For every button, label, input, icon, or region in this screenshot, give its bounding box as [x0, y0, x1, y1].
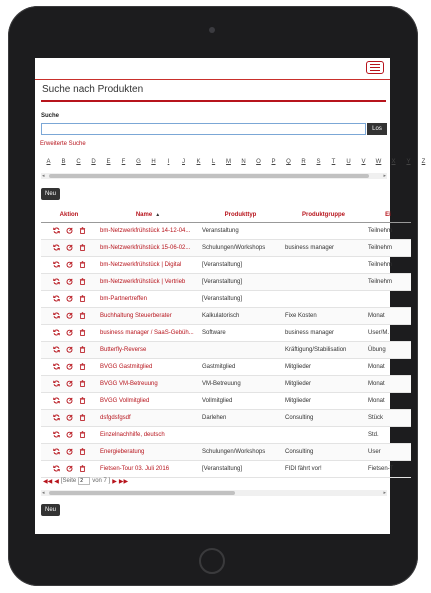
edit-icon[interactable] — [66, 346, 73, 353]
cell-name[interactable]: bm-Netzwerkfrühstück | Vertrieb — [97, 274, 199, 291]
trash-icon[interactable] — [79, 397, 86, 404]
search-go-button[interactable]: Los — [367, 123, 387, 135]
cell-unit: Monat — [365, 376, 411, 393]
scroll-left-icon[interactable]: ◂ — [42, 173, 45, 179]
cell-name[interactable]: bm-Partnertreffen — [97, 291, 199, 308]
row-actions — [41, 410, 97, 427]
trash-icon[interactable] — [79, 261, 86, 268]
alphabet-letter-d[interactable]: D — [91, 159, 96, 165]
alphabet-filter — [41, 159, 426, 168]
alphabet-letter-s[interactable]: S — [316, 159, 321, 165]
alphabet-letter-b[interactable]: B — [61, 159, 66, 165]
cell-group: business manager — [282, 325, 365, 342]
alphabet-letter-o[interactable]: O — [256, 159, 261, 165]
pager-suffix: von 7 ] — [92, 478, 111, 484]
edit-icon[interactable] — [66, 295, 73, 302]
new-button-bottom[interactable]: Neu — [41, 504, 60, 516]
table-row — [41, 223, 411, 240]
row-actions — [41, 444, 97, 461]
alphabet-letter-j[interactable]: J — [182, 159, 185, 165]
cell-unit: Std. — [365, 427, 411, 444]
cell-name[interactable]: bm-Netzwerkfrühstück | Digital — [97, 257, 199, 274]
refresh-icon[interactable] — [53, 244, 60, 251]
refresh-icon[interactable] — [53, 346, 60, 353]
edit-icon[interactable] — [66, 380, 73, 387]
refresh-icon[interactable] — [53, 295, 60, 302]
alphabet-letter-q[interactable]: Q — [286, 159, 291, 165]
cell-type: [Veranstaltung] — [199, 257, 282, 274]
sort-asc-icon: ▲ — [155, 211, 161, 218]
cell-type: Schulungen/Workshops — [199, 240, 282, 257]
refresh-icon[interactable] — [53, 465, 60, 472]
edit-icon[interactable] — [66, 448, 73, 455]
alphabet-letter-i[interactable]: I — [167, 159, 170, 165]
hamburger-menu-icon[interactable] — [366, 61, 384, 74]
cell-unit: User/M. — [365, 325, 411, 342]
edit-icon[interactable] — [66, 312, 73, 319]
cell-type: Kalkulatorisch — [199, 308, 282, 325]
alphabet-letter-u[interactable]: U — [346, 159, 351, 165]
edit-icon[interactable] — [66, 244, 73, 251]
refresh-icon[interactable] — [53, 312, 60, 319]
home-button[interactable] — [199, 548, 225, 574]
cell-group: Consulting — [282, 444, 365, 461]
scrollbar-thumb[interactable] — [49, 491, 235, 495]
cell-name[interactable]: business manager / SaaS-Gebüh... — [97, 325, 199, 342]
cell-group: Kräftigung/Stabilisation — [282, 342, 365, 359]
alphabet-letter-h[interactable]: H — [151, 159, 156, 165]
table-row — [41, 359, 411, 376]
cell-name[interactable]: Buchhaltung Steuerberater — [97, 308, 199, 325]
cell-name[interactable]: BVGG Gastmitglied — [97, 359, 199, 376]
products-table-wrap — [41, 207, 394, 472]
alphabet-letter-a[interactable]: A — [46, 159, 51, 165]
refresh-icon[interactable] — [53, 431, 60, 438]
products-table — [41, 207, 411, 478]
cell-unit: Teilnehm — [365, 240, 411, 257]
cell-group: FIDI fährt vor! — [282, 461, 365, 478]
row-actions — [41, 342, 97, 359]
alphabet-letter-v[interactable]: V — [361, 159, 366, 165]
cell-group — [282, 274, 365, 291]
cell-group: business manager — [282, 240, 365, 257]
trash-icon[interactable] — [79, 448, 86, 455]
col-header-name[interactable] — [97, 207, 199, 223]
last-page-icon[interactable]: ▶▶ — [118, 478, 129, 485]
cell-unit: User — [365, 444, 411, 461]
alphabet-letter-x[interactable]: X — [391, 159, 396, 165]
row-actions — [41, 461, 97, 478]
edit-icon[interactable] — [66, 465, 73, 472]
first-page-icon[interactable]: ◀◀ — [43, 478, 53, 485]
page-number-input[interactable] — [78, 477, 90, 485]
row-actions — [41, 308, 97, 325]
scroll-right-icon[interactable]: ▸ — [383, 490, 386, 496]
col-header-name-label: Name — [135, 211, 153, 218]
cell-name[interactable]: bm-Netzwerkfrühstück 14-12-04... — [97, 223, 199, 240]
cell-unit: Fietsen-T — [365, 461, 411, 478]
alphabet-letter-n[interactable]: N — [241, 159, 246, 165]
row-actions — [41, 240, 97, 257]
cell-unit: Teilnehm — [365, 274, 411, 291]
alphabet-scrollbar[interactable] — [41, 173, 387, 179]
alphabet-letter-g[interactable]: G — [136, 159, 141, 165]
edit-icon[interactable] — [66, 431, 73, 438]
trash-icon[interactable] — [79, 431, 86, 438]
refresh-icon[interactable] — [53, 363, 60, 370]
prev-page-icon[interactable]: ◀ — [54, 478, 59, 485]
alphabet-letter-r[interactable]: R — [301, 159, 306, 165]
cell-unit: Teilnehm — [365, 257, 411, 274]
col-header-type[interactable]: Produkttyp — [199, 207, 282, 223]
pager-prefix: [Seite — [60, 478, 77, 484]
camera-icon — [209, 27, 215, 33]
row-actions — [41, 223, 97, 240]
table-row — [41, 291, 411, 308]
trash-icon[interactable] — [79, 346, 86, 353]
trash-icon[interactable] — [79, 329, 86, 336]
title-divider — [41, 100, 386, 102]
row-actions — [41, 274, 97, 291]
table-row — [41, 444, 411, 461]
refresh-icon[interactable] — [53, 414, 60, 421]
cell-type: [Veranstaltung] — [199, 274, 282, 291]
scrollbar-thumb[interactable] — [49, 174, 369, 178]
cell-unit — [365, 291, 411, 308]
alphabet-letter-t[interactable]: T — [331, 159, 336, 165]
cell-type: [Veranstaltung] — [199, 291, 282, 308]
trash-icon[interactable] — [79, 363, 86, 370]
cell-group — [282, 291, 365, 308]
cell-type — [199, 342, 282, 359]
cell-group: Mitglieder — [282, 376, 365, 393]
cell-group — [282, 427, 365, 444]
cell-group: Consulting — [282, 410, 365, 427]
cell-name[interactable]: Energieberatung — [97, 444, 199, 461]
cell-type: [Veranstaltung] — [199, 461, 282, 478]
trash-icon[interactable] — [79, 227, 86, 234]
edit-icon[interactable] — [66, 363, 73, 370]
col-header-actions: Aktion — [41, 207, 97, 223]
app-screen — [35, 58, 426, 534]
edit-icon[interactable] — [66, 414, 73, 421]
trash-icon[interactable] — [79, 295, 86, 302]
cell-name[interactable]: bm-Netzwerkfrühstück 15-06-02... — [97, 240, 199, 257]
row-actions — [41, 376, 97, 393]
row-actions — [41, 325, 97, 342]
alphabet-letter-p[interactable]: P — [271, 159, 276, 165]
edit-icon[interactable] — [66, 227, 73, 234]
table-row — [41, 376, 411, 393]
cell-type: Software — [199, 325, 282, 342]
alphabet-letter-w[interactable]: W — [375, 159, 382, 165]
row-actions — [41, 291, 97, 308]
row-actions — [41, 359, 97, 376]
edit-icon[interactable] — [66, 278, 73, 285]
cell-type: Gastmitglied — [199, 359, 282, 376]
cell-name[interactable]: Fietsen-Tour 03. Juli 2016 — [97, 461, 199, 478]
cell-group: Fixe Kosten — [282, 308, 365, 325]
cell-type: Darlehen — [199, 410, 282, 427]
cell-group — [282, 257, 365, 274]
table-row — [41, 427, 411, 444]
alphabet-letter-y[interactable]: Y — [406, 159, 411, 165]
cell-unit: Stück — [365, 410, 411, 427]
scroll-right-icon[interactable]: ▸ — [383, 173, 386, 179]
scroll-left-icon[interactable]: ◂ — [42, 490, 45, 496]
pagination — [43, 476, 128, 486]
table-row — [41, 393, 411, 410]
cell-type: VM-Betreuung — [199, 376, 282, 393]
table-row — [41, 325, 411, 342]
table-row — [41, 240, 411, 257]
edit-icon[interactable] — [66, 329, 73, 336]
row-actions — [41, 427, 97, 444]
cell-name[interactable]: BVGG VM-Betreuung — [97, 376, 199, 393]
new-button-top[interactable]: Neu — [41, 188, 60, 200]
refresh-icon[interactable] — [53, 380, 60, 387]
col-header-group[interactable]: Produktgruppe — [282, 207, 365, 223]
alphabet-letter-f[interactable]: F — [121, 159, 126, 165]
alphabet-letter-k[interactable]: K — [196, 159, 201, 165]
row-actions — [41, 257, 97, 274]
trash-icon[interactable] — [79, 278, 86, 285]
trash-icon[interactable] — [79, 312, 86, 319]
cell-type: Vollmitglied — [199, 393, 282, 410]
cell-unit: Teilnehm — [365, 223, 411, 240]
trash-icon[interactable] — [79, 244, 86, 251]
trash-icon[interactable] — [79, 414, 86, 421]
edit-icon[interactable] — [66, 397, 73, 404]
row-actions — [41, 393, 97, 410]
alphabet-letter-z[interactable]: Z — [421, 159, 426, 165]
cell-unit: Übung — [365, 342, 411, 359]
refresh-icon[interactable] — [53, 278, 60, 285]
alphabet-letter-m[interactable]: M — [226, 159, 231, 165]
refresh-icon[interactable] — [53, 261, 60, 268]
refresh-icon[interactable] — [53, 227, 60, 234]
cell-group — [282, 223, 365, 240]
alphabet-letter-l[interactable]: L — [211, 159, 216, 165]
cell-type: Schulungen/Workshops — [199, 444, 282, 461]
cell-name[interactable]: BVGG Vollmitglied — [97, 393, 199, 410]
cell-unit: Monat — [365, 359, 411, 376]
table-scrollbar[interactable] — [41, 490, 387, 496]
advanced-search-link[interactable]: Erweiterte Suche — [40, 141, 86, 147]
table-row — [41, 274, 411, 291]
cell-unit: Monat — [365, 393, 411, 410]
search-input[interactable] — [41, 123, 366, 135]
table-row — [41, 308, 411, 325]
refresh-icon[interactable] — [53, 448, 60, 455]
alphabet-letter-c[interactable]: C — [76, 159, 81, 165]
search-label: Suche — [41, 113, 60, 119]
top-navbar — [35, 58, 390, 80]
alphabet-letter-e[interactable]: E — [106, 159, 111, 165]
page-title: Suche nach Produkten — [42, 84, 144, 95]
cell-group: Mitglieder — [282, 359, 365, 376]
cell-unit: Monat — [365, 308, 411, 325]
refresh-icon[interactable] — [53, 329, 60, 336]
trash-icon[interactable] — [79, 465, 86, 472]
cell-type — [199, 427, 282, 444]
cell-type: Veranstaltung — [199, 223, 282, 240]
table-row — [41, 257, 411, 274]
cell-name[interactable]: Einzelnachhilfe, deutsch — [97, 427, 199, 444]
next-page-icon[interactable]: ▶ — [112, 478, 117, 485]
table-row — [41, 461, 411, 478]
col-header-unit[interactable]: Ei — [365, 207, 411, 223]
cell-name[interactable]: Butterfly-Reverse — [97, 342, 199, 359]
edit-icon[interactable] — [66, 261, 73, 268]
cell-name[interactable]: dsfgdsfgsdf — [97, 410, 199, 427]
trash-icon[interactable] — [79, 380, 86, 387]
refresh-icon[interactable] — [53, 397, 60, 404]
table-row — [41, 342, 411, 359]
cell-group: Mitglieder — [282, 393, 365, 410]
table-row — [41, 410, 411, 427]
